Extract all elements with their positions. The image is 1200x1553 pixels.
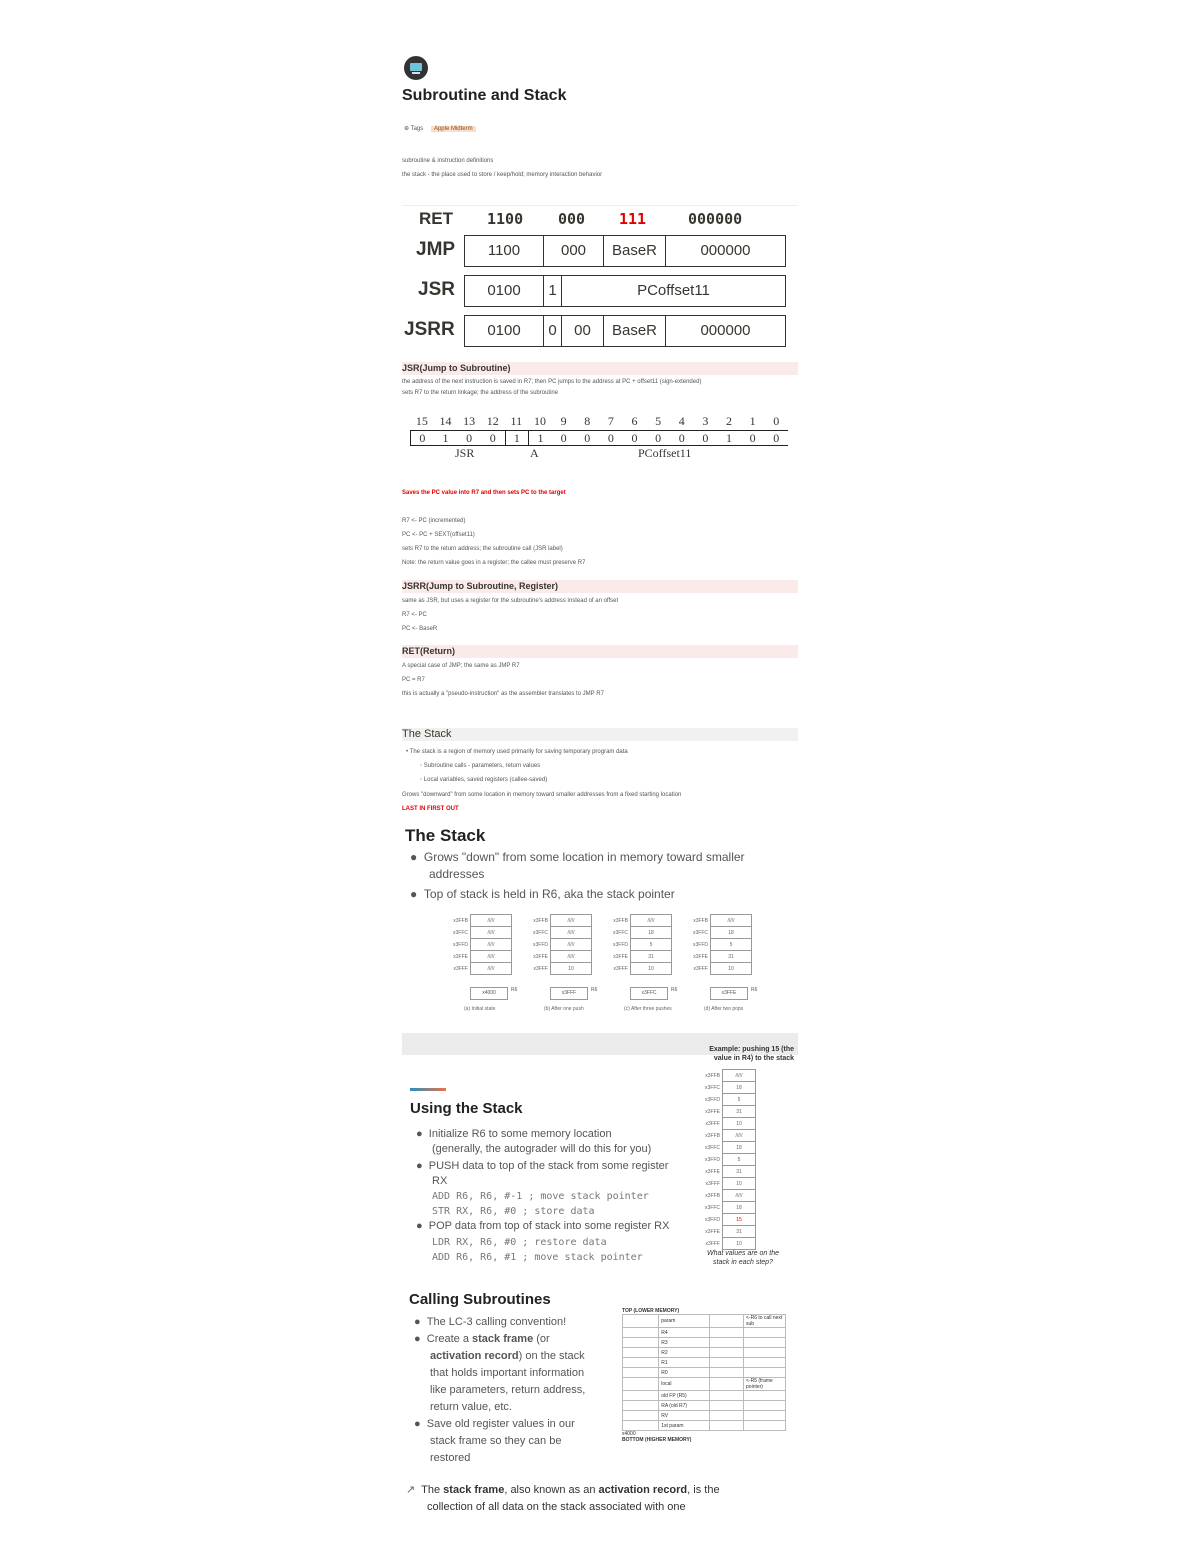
ret-field-1: 1100 [487, 210, 524, 228]
using-bullet-1b: (generally, the autograder will do this for you) [432, 1143, 652, 1155]
tag-value[interactable]: Apple Midterm [431, 126, 476, 132]
frame-row: R1 [659, 1358, 709, 1368]
r6-register [550, 987, 598, 1000]
jsr-opcode: 0100 [465, 276, 544, 306]
bit-header: 15 [415, 414, 428, 428]
stack-diagram [526, 914, 606, 1012]
using-bullet-2a: PUSH data to top of the stack from some register [428, 1160, 669, 1172]
bit-header: 11 [510, 414, 523, 428]
stack-cell: ///// [711, 915, 752, 927]
frame-note [744, 1368, 786, 1378]
using-bullet-2: ● PUSH data to top of the stack from some register RX [416, 1160, 669, 1187]
frame-gap [709, 1338, 744, 1348]
stack-cell: 18 [723, 1202, 756, 1214]
bullet-dot: ● [410, 887, 418, 901]
stack-address: x3FFF [693, 965, 708, 972]
stack-address: x3FFD [705, 1096, 720, 1103]
frame-top-label: TOP (LOWER MEMORY) [622, 1308, 680, 1314]
frame-note [744, 1391, 786, 1401]
calling-b3a: Save old register values in our [426, 1418, 575, 1430]
footer-text-d: activation record [598, 1484, 688, 1496]
stack-cell: ///// [471, 951, 512, 963]
stack-cell: 18 [711, 927, 752, 939]
jsr-note-4: Note: the return value goes in a register; the callee must preserve R7 [402, 560, 586, 566]
stack-address: x3FFE [705, 1228, 720, 1235]
stack-address: x3FFB [705, 1192, 720, 1199]
using-bullet-3: ● POP data from top of stack into some register RX [416, 1220, 670, 1232]
stack-cell: ///// [551, 927, 592, 939]
stack-cell: 5 [711, 939, 752, 951]
jsrr-field-3: 00 [562, 316, 604, 346]
ret-line-3: this is actually a "pseudo-instruction" as the assembler translates to JMP R7 [402, 691, 604, 697]
calling-b2e: ) on the stack [518, 1350, 585, 1362]
bit-value: 0 [631, 431, 638, 445]
stack-sub-2: ◦ Local variables, saved registers (callee-saved) [420, 777, 548, 783]
frame-row: R4 [659, 1328, 709, 1338]
bit-header: 14 [439, 414, 452, 428]
frame-gap [709, 1368, 744, 1378]
jsrr-box [464, 315, 786, 347]
stack-address: x3FFD [705, 1156, 720, 1163]
jmp-box [464, 235, 786, 267]
slide-stack-bullet-2-text: Top of stack is held in R6, aka the stack pointer [423, 887, 675, 901]
stack-address: x3FFC [533, 929, 548, 936]
frame-gap [709, 1358, 744, 1368]
stack-table [606, 914, 672, 975]
stack-cell: 31 [723, 1166, 756, 1178]
frame-note: <-R6 to call next sub [744, 1315, 786, 1328]
calling-bullet-2: ● Create a stack frame (or activation record) on the stack that holds important information like parameters, return address, return value, etc. [414, 1333, 586, 1413]
frame-gap [709, 1348, 744, 1358]
bit-header: 9 [560, 414, 567, 428]
jmp-opcode: 1100 [465, 236, 544, 266]
bit-header: 10 [533, 414, 546, 428]
stack-address: x3FFC [705, 1084, 720, 1091]
stack-address: x3FFD [613, 941, 628, 948]
stack-frame-diagram [622, 1308, 792, 1443]
jsrr-opcode: 0100 [465, 316, 544, 346]
r6-register [630, 987, 678, 1000]
frame-spacer [623, 1368, 659, 1378]
stack-address: x3FFD [533, 941, 548, 948]
ret-line-2: PC = R7 [402, 677, 425, 683]
frame-row: R2 [659, 1348, 709, 1358]
jsr-note-1: R7 <- PC (incremented) [402, 518, 466, 524]
stack-address: x3FFC [453, 929, 468, 936]
stack-cell: 5 [723, 1154, 756, 1166]
stack-address: x3FFB [453, 917, 468, 924]
stack-bullet-1: • The stack is a region of memory used primarily for saving temporary program data [406, 749, 628, 755]
jsrr-line-2: R7 <- PC [402, 612, 427, 618]
jsr-pcoffset11: PCoffset11 [637, 282, 710, 299]
calling-b3b: stack frame so they can be [430, 1435, 562, 1447]
ret-heading: RET(Return) [402, 645, 798, 658]
stack-address: x3FFF [705, 1240, 720, 1247]
bit-value: 0 [607, 431, 614, 445]
frame-note [744, 1348, 786, 1358]
slide-accent-line [410, 1088, 446, 1091]
r6-label: R6 [671, 987, 678, 993]
ret-field-2: 000 [558, 210, 586, 228]
frame-note [744, 1358, 786, 1368]
bits-label-a: A [530, 446, 539, 460]
stack-cell: 31 [723, 1106, 756, 1118]
stack-address: x3FFC [613, 929, 628, 936]
bit-header: 3 [702, 414, 709, 428]
page-title: Subroutine and Stack [402, 87, 567, 104]
frame-note [744, 1401, 786, 1411]
jsr-red-note: Saves the PC value into R7 and then sets PC to the target [402, 490, 566, 496]
jsrr-line-3: PC <- BaseR [402, 626, 438, 632]
slide-stack-bullet-2 [410, 886, 675, 903]
stack-table [686, 914, 752, 975]
stack-caption: (b) After one push [544, 1006, 584, 1012]
stack-diagram [446, 914, 526, 1012]
stack-cell: 10 [723, 1178, 756, 1190]
footer-text-b: stack frame [443, 1484, 505, 1496]
stack-caption: (a) Initial state [464, 1006, 496, 1012]
bit-value: 1 [442, 431, 449, 445]
stack-cell: ///// [471, 963, 512, 975]
r6-value: x4000 [482, 990, 496, 996]
frame-gap [709, 1401, 744, 1411]
stack-address: x3FFE [613, 953, 628, 960]
r6-value: x3FFF [561, 990, 577, 996]
calling-b2d: activation record [430, 1350, 519, 1362]
jsr-label: JSR [418, 279, 455, 300]
bits-values-row [410, 430, 788, 446]
stack-address: x3FFF [453, 965, 468, 972]
frame-row: param [659, 1315, 709, 1328]
frame-spacer [623, 1348, 659, 1358]
calling-b2a: Create a [426, 1333, 469, 1345]
lifo-note: LAST IN FIRST OUT [402, 806, 459, 812]
stack-cell: 18 [631, 927, 672, 939]
bit-header: 7 [607, 414, 614, 428]
bit-value: 0 [702, 431, 709, 445]
jsr-note-3: sets R7 to the return address; the subroutine call (JSR label) [402, 546, 563, 552]
footer-line-2: collection of all data on the stack associated with one [427, 1501, 686, 1513]
bit-header: 1 [749, 414, 756, 428]
frame-spacer [623, 1391, 659, 1401]
stack-sub-1-text: Subroutine calls - parameters, return values [423, 763, 541, 769]
bit-value: 1 [725, 431, 732, 445]
stack-cell: 18 [723, 1082, 756, 1094]
jsr-bit-encoding [410, 414, 788, 464]
frame-row: old FP (R5) [659, 1391, 709, 1401]
bit-value: 0 [678, 431, 685, 445]
frame-spacer [623, 1328, 659, 1338]
calling-b2g: like parameters, return address, [430, 1384, 586, 1396]
bit-header: 2 [725, 414, 732, 428]
stack-cell: ///// [723, 1070, 756, 1082]
stack-cell: 5 [723, 1094, 756, 1106]
footer-text-e: , is the [687, 1484, 720, 1496]
jsrr-bit-11: 0 [544, 316, 562, 346]
frame-gap [709, 1411, 744, 1421]
computer-icon [404, 56, 428, 80]
bit-value: 0 [749, 431, 756, 445]
stack-table [698, 1069, 756, 1130]
calling-bullet-1: ● The LC-3 calling convention! [414, 1316, 567, 1328]
using-bullet-3-text: POP data from top of stack into some register RX [428, 1220, 670, 1232]
stack-address: x3FFF [533, 965, 548, 972]
stack-cell: ///// [551, 915, 592, 927]
bullet-dot: ● [410, 850, 418, 864]
mini-stack [698, 1129, 756, 1190]
stack-table [526, 914, 592, 975]
code-line-2: STR RX, R6, #0 ; store data [432, 1206, 595, 1217]
jsr-box [464, 275, 786, 307]
stack-address: x3FFD [705, 1216, 720, 1223]
using-bullet-1a: Initialize R6 to some memory location [428, 1128, 612, 1140]
frame-spacer [623, 1338, 659, 1348]
stack-address: x3FFE [705, 1168, 720, 1175]
calling-b2f: that holds important information [430, 1367, 585, 1379]
frame-gap [709, 1391, 744, 1401]
jsr-line-2: sets R7 to the return linkage; the address of the subroutine [402, 390, 559, 396]
intro-line-2: the stack - the place used to store / keep/hold; memory interaction behavior [402, 172, 603, 178]
instruction-diagram [402, 205, 798, 347]
ret-label: RET [419, 209, 453, 228]
slide-stack-title: The Stack [405, 826, 486, 845]
slide-stack-bullet-1a: Grows "down" from some location in memory toward smaller [423, 850, 745, 864]
stack-cell: 10 [551, 963, 592, 975]
stack-cell: 31 [711, 951, 752, 963]
code-line-1: ADD R6, R6, #-1 ; move stack pointer [432, 1191, 649, 1202]
using-bullet-1: ● Initialize R6 to some memory location (generally, the autograder will do this for you) [416, 1128, 652, 1155]
stack-cell: ///// [723, 1130, 756, 1142]
jsr-line-1: the address of the next instruction is saved in R7; then PC jumps to the address at PC + offset11 (sign-extended) [402, 379, 702, 385]
stack-sub-2-text: Local variables, saved registers (callee-saved) [423, 777, 548, 783]
stack-grows-line: Grows "downward" from some location in memory toward smaller addresses from a fixed starting location [402, 792, 682, 798]
jsrr-baser: BaseR [604, 316, 666, 346]
bit-header: 6 [631, 414, 638, 428]
r6-register [710, 987, 758, 1000]
calling-b2h: return value, etc. [430, 1401, 512, 1413]
jsrr-label: JSRR [404, 319, 455, 340]
bit-value: 0 [466, 431, 473, 445]
frame-addr: x4000 [622, 1431, 636, 1437]
jsrr-heading: JSRR(Jump to Subroutine, Register) [402, 580, 798, 593]
footer-text-a: The [421, 1484, 441, 1496]
mini-stack [698, 1189, 756, 1250]
stack-cell: ///// [471, 927, 512, 939]
bit-value: 0 [489, 431, 496, 445]
r6-value: x3FFE [721, 990, 737, 996]
stack-address: x3FFB [533, 917, 548, 924]
slide-using-title: Using the Stack [410, 1100, 523, 1117]
frame-gap [709, 1378, 744, 1391]
stack-heading: The Stack [402, 728, 798, 741]
stack-address: x3FFD [453, 941, 468, 948]
bit-value: 1 [528, 431, 552, 445]
jsr-note-2: PC <- PC + SEXT(offset11) [402, 532, 475, 538]
frame-spacer [623, 1315, 659, 1328]
frame-gap [709, 1328, 744, 1338]
tag-label: Tags [410, 126, 424, 132]
calling-b2c: (or [536, 1333, 550, 1345]
stack-cell: ///// [631, 915, 672, 927]
stack-diagram [686, 914, 766, 1012]
stack-table [446, 914, 512, 975]
slide-calling-title: Calling Subroutines [409, 1291, 551, 1308]
frame-spacer [623, 1401, 659, 1411]
stack-caption: (d) After two pops [704, 1006, 744, 1012]
bit-header: 8 [584, 414, 591, 428]
frame-row: 1st param [659, 1421, 709, 1431]
r6-value: x3FFC [641, 990, 657, 996]
frame-bottom-label: BOTTOM (HIGHER MEMORY) [622, 1437, 692, 1443]
jsrr-line-1: same as JSR, but uses a register for the subroutine's address instead of an offset [402, 598, 619, 604]
stack-address: x3FFE [705, 1108, 720, 1115]
calling-b3c: restored [430, 1452, 471, 1464]
bit-value: 0 [584, 431, 591, 445]
stack-address: x3FFB [693, 917, 708, 924]
stack-table [698, 1129, 756, 1190]
jsrr-field-5: 000000 [700, 322, 751, 339]
stack-address: x3FFC [693, 929, 708, 936]
frame-row: R0 [659, 1368, 709, 1378]
stack-cell: 10 [631, 963, 672, 975]
stack-address: x3FFB [613, 917, 628, 924]
frame-spacer [623, 1378, 659, 1391]
stack-cell: ///// [551, 939, 592, 951]
stack-diagram [606, 914, 686, 1012]
frame-gap [709, 1421, 744, 1431]
tag-row [404, 125, 476, 133]
frame-spacer [623, 1358, 659, 1368]
bits-label-jsr: JSR [455, 446, 475, 460]
bit-value: 1 [505, 431, 529, 445]
stack-cell: 15 [723, 1214, 756, 1226]
r6-register [470, 987, 518, 1000]
stack-bullet-1-text: The stack is a region of memory used primarily for saving temporary program data [409, 749, 628, 755]
jmp-field-2: 000 [544, 236, 604, 266]
bit-header: 12 [486, 414, 499, 428]
frame-note [744, 1421, 786, 1431]
intro-line-1: subroutine & instruction definitions [402, 158, 494, 164]
arrow-icon: ↗ [406, 1484, 416, 1496]
stack-question: What values are on the stack in each step? [707, 1250, 779, 1266]
stack-address: x3FFF [705, 1120, 720, 1127]
jmp-baser: BaseR [604, 236, 666, 266]
stack-address: x3FFB [705, 1072, 720, 1079]
mini-stacks [698, 1069, 794, 1249]
frame-note [744, 1338, 786, 1348]
stack-cell: ///// [471, 939, 512, 951]
jsr-heading: JSR(Jump to Subroutine) [402, 362, 798, 375]
stack-address: x3FFD [693, 941, 708, 948]
jsr-bit-11: 1 [544, 276, 562, 306]
stack-address: x3FFE [453, 953, 468, 960]
bit-header: 5 [655, 414, 662, 428]
slide-stack-bullet-1b: addresses [429, 867, 485, 881]
stack-cell: ///// [471, 915, 512, 927]
bit-value: 0 [655, 431, 662, 445]
example-title: Example: pushing 15 (the value in R4) to the stack [709, 1046, 794, 1062]
using-bullet-2b: RX [432, 1175, 448, 1187]
bit-value: 0 [773, 431, 780, 445]
stack-cell: ///// [551, 951, 592, 963]
stack-diagrams [446, 914, 786, 1014]
stack-address: x3FFC [705, 1204, 720, 1211]
jmp-field-4: 000000 [700, 242, 751, 259]
r6-label: R6 [511, 987, 518, 993]
bits-header-row [410, 414, 788, 428]
stack-address: x3FFB [705, 1132, 720, 1139]
bit-value: 0 [560, 431, 567, 445]
calling-bullet-3: ● Save old register values in our stack frame so they can be restored [414, 1418, 575, 1464]
ret-field-4: 000000 [688, 210, 743, 228]
frame-row: RA (old R7) [659, 1401, 709, 1411]
frame-note: <-R5 (frame pointer) [744, 1378, 786, 1391]
bits-label-offset: PCoffset11 [638, 446, 692, 460]
ret-line-1: A special case of JMP; the same as JMP R7 [402, 663, 520, 669]
frame-row: RV [659, 1411, 709, 1421]
frame-row: local [659, 1378, 709, 1391]
bit-header: 0 [773, 414, 780, 428]
code-line-3: LDR RX, R6, #0 ; restore data [432, 1237, 607, 1248]
stack-cell: 10 [723, 1238, 756, 1250]
stack-sub-1: ◦ Subroutine calls - parameters, return values [420, 763, 541, 769]
slide-stack-bullet-1 [410, 849, 798, 883]
frame-gap [709, 1315, 744, 1328]
code-line-4: ADD R6, R6, #1 ; move stack pointer [432, 1252, 643, 1263]
stack-address: x3FFF [613, 965, 628, 972]
frame-table [622, 1314, 786, 1431]
stack-table [698, 1189, 756, 1250]
jmp-label: JMP [416, 239, 456, 260]
frame-spacer [623, 1411, 659, 1421]
stack-address: x3FFF [705, 1180, 720, 1187]
stack-cell: 5 [631, 939, 672, 951]
stack-cell: ///// [723, 1190, 756, 1202]
frame-row: R3 [659, 1338, 709, 1348]
footer-callout [406, 1482, 798, 1516]
r6-label: R6 [751, 987, 758, 993]
stack-caption: (c) After three pushes [624, 1006, 672, 1012]
frame-note [744, 1411, 786, 1421]
stack-cell: 10 [723, 1118, 756, 1130]
stack-cell: 31 [723, 1226, 756, 1238]
calling-bullet-1-text: The LC-3 calling convention! [426, 1316, 567, 1328]
ret-field-3: 111 [619, 210, 647, 228]
stack-address: x3FFE [693, 953, 708, 960]
mini-stack [698, 1069, 756, 1130]
stack-cell: 10 [711, 963, 752, 975]
footer-text-c: , also known as an [504, 1484, 596, 1496]
bit-value: 0 [410, 431, 434, 445]
bit-header: 4 [678, 414, 685, 428]
bit-header: 13 [463, 414, 476, 428]
stack-cell: 31 [631, 951, 672, 963]
tag-icon: ⊕ [404, 126, 410, 132]
stack-address: x3FFC [705, 1144, 720, 1151]
frame-note [744, 1328, 786, 1338]
frame-spacer [623, 1421, 659, 1431]
stack-address: x3FFE [533, 953, 548, 960]
r6-label: R6 [591, 987, 598, 993]
calling-b2b: stack frame [472, 1333, 534, 1345]
stack-cell: 18 [723, 1142, 756, 1154]
